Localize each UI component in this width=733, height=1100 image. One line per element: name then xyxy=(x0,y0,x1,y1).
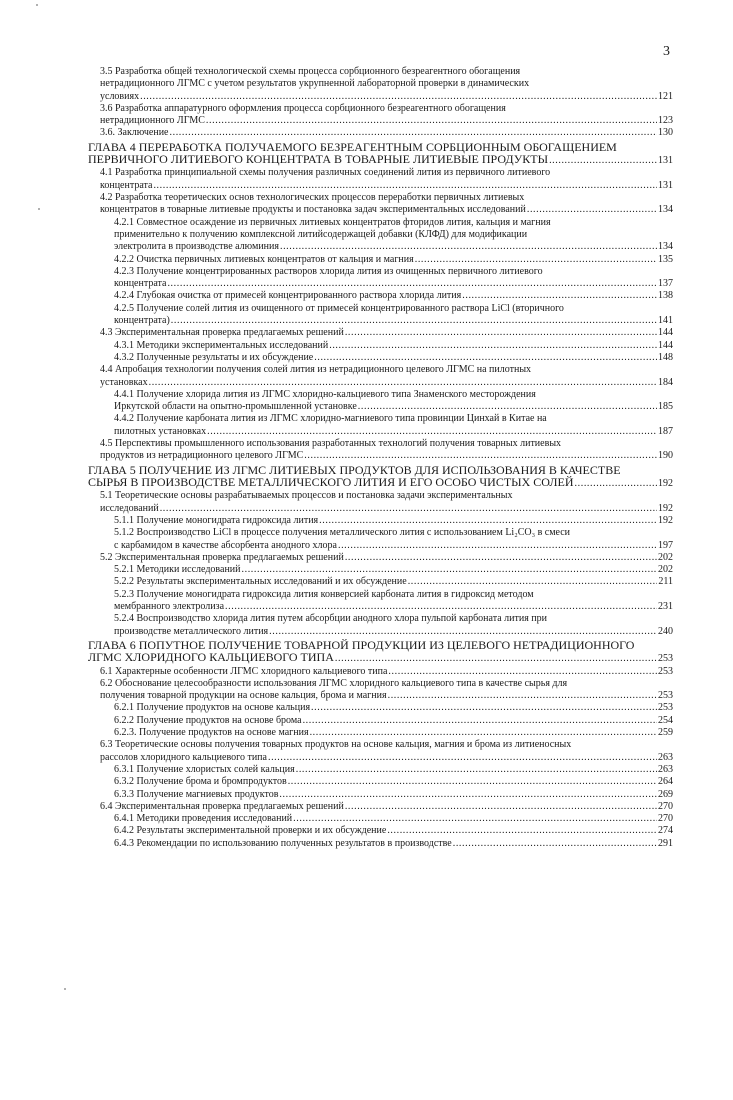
toc-page-number: 274 xyxy=(658,825,673,837)
toc-entry-leader-row xyxy=(100,115,673,127)
toc-entry-title: электролита в производстве алюминия xyxy=(114,241,279,253)
toc-section-entry xyxy=(88,727,673,739)
toc-entry-title: ПЕРВИЧНОГО ЛИТИЕВОГО КОНЦЕНТРАТА В ТОВАРНЫЕ ЛИТИЕВЫЕ ПРОДУКТЫ xyxy=(88,152,549,167)
dot-leader xyxy=(288,776,657,788)
dot-leader xyxy=(408,576,658,588)
toc-entry-title: 3.6. Заключение xyxy=(100,127,169,139)
toc-page-number: 270 xyxy=(658,800,673,812)
toc-entry-title: 5.2.2 Результаты экспериментальных исследований и их обсуждение xyxy=(114,576,407,588)
toc-page-number: 269 xyxy=(658,788,673,800)
dot-leader xyxy=(575,478,657,490)
toc-entry-title: 6.2.3. Получение продуктов на основе магния xyxy=(114,727,309,739)
scan-speck xyxy=(38,208,40,210)
toc-section-entry xyxy=(88,789,673,801)
toc-section-entry xyxy=(88,340,673,352)
toc-entry-title: 5.2.1 Методики исследований xyxy=(114,564,241,576)
toc-entry-text-line: 4.4.2 Получение карбоната лития из ЛГМС хлоридно-магниевого типа провинции Цинхай в Китае на xyxy=(114,413,547,425)
dot-leader xyxy=(462,290,657,302)
toc-entry-text-line: нетрадиционного ЛГМС с учетом результатов укрупненной лабораторной проверки в динамических xyxy=(100,78,530,90)
toc-entry-title: производстве металлического лития xyxy=(114,625,269,637)
toc-entry-leader-row xyxy=(114,702,673,714)
toc-page-number: 202 xyxy=(658,564,673,576)
toc-entry-title: 4.2.2 Очистка первичных литиевых концентратов от кальция и магния xyxy=(114,253,414,265)
toc-section-entry xyxy=(88,515,673,527)
toc-entry-title: 6.3.3 Получение магниевых продуктов xyxy=(114,788,279,800)
toc-entry-leader-row xyxy=(100,690,673,702)
toc-entry-leader-row xyxy=(114,315,673,327)
toc-entry-text-line: 4.2.5 Получение солей лития из очищенного от примесей концентрированного раствора LiCl (вторичного xyxy=(114,302,564,314)
toc-page-number: 134 xyxy=(658,204,673,216)
toc-page-number: 148 xyxy=(658,351,673,363)
toc-entry-text-line: ГЛАВА 6 ПОПУТНОЕ ПОЛУЧЕНИЕ ТОВАРНОЙ ПРОДУКЦИИ ИЗ ЦЕЛЕВОГО НЕТРАДИЦИОННОГО xyxy=(88,637,635,652)
toc-page-number: 184 xyxy=(658,376,673,388)
toc-entry-text-line: 4.4.1 Получение хлорида лития из ЛГМС хлоридно-кальциевого типа Знаменского месторождения xyxy=(114,388,536,400)
toc-entry-text-line: 4.2.3 Получение концентрированных растворов хлорида лития из очищенных первичного литиевого xyxy=(114,265,543,277)
dot-leader xyxy=(280,241,657,253)
toc-entry-leader-row xyxy=(114,515,673,527)
toc-entry-leader-row xyxy=(114,340,673,352)
toc-section-entry xyxy=(88,613,673,638)
toc-entry-title: 6.4.3 Рекомендации по использованию полученных результатов в производстве xyxy=(114,837,452,849)
toc-entry-title: 5.2 Экспериментальная проверка предлагаемых решений xyxy=(100,551,344,563)
toc-section-entry xyxy=(88,739,673,764)
toc-entry-text-line: 3.5 Разработка общей технологической схемы процесса сорбционного безреагентного обогащения xyxy=(100,66,521,77)
dot-leader xyxy=(345,552,657,564)
toc-entry-title: рассолов хлоридного кальциевого типа xyxy=(100,751,267,763)
toc-page-number: 253 xyxy=(658,702,673,714)
toc-entry-leader-row xyxy=(114,626,673,638)
toc-section-entry xyxy=(88,438,673,463)
toc-entry-leader-row xyxy=(100,503,673,515)
toc-page-number: 138 xyxy=(658,290,673,302)
toc-page-number: 270 xyxy=(658,813,673,825)
toc-entry-title: концентрата xyxy=(114,278,167,290)
toc-entry-leader-row xyxy=(114,254,673,266)
toc-entry-leader-row xyxy=(114,564,673,576)
dot-leader xyxy=(293,813,657,825)
toc-page-number: 187 xyxy=(658,425,673,437)
toc-page-number: 263 xyxy=(658,763,673,775)
toc-page-number: 211 xyxy=(658,576,673,588)
toc-entry-leader-row xyxy=(114,764,673,776)
toc-chapter-entry xyxy=(88,141,673,168)
toc-page-number: 130 xyxy=(658,127,673,139)
toc-entry-text-line: 3.6 Разработка аппаратурного оформления процесса сорбционного безреагентного обогащения xyxy=(100,102,506,114)
scan-speck xyxy=(64,988,66,990)
toc-section-entry xyxy=(88,127,673,139)
page-number: 3 xyxy=(663,44,670,59)
dot-leader xyxy=(140,91,657,103)
toc-section-entry xyxy=(88,303,673,328)
dot-leader xyxy=(527,204,657,216)
dot-leader xyxy=(453,838,657,850)
toc-section-entry xyxy=(88,564,673,576)
toc-entry-title: мембранного электролиза xyxy=(114,600,225,612)
toc-entry-title: 4.3.2 Полученные результаты и их обсуждение xyxy=(114,351,314,363)
toc-entry-leader-row xyxy=(114,789,673,801)
toc-entry-title: установках xyxy=(100,376,148,388)
dot-leader xyxy=(149,377,657,389)
toc-page-number: 192 xyxy=(658,514,673,526)
toc-section-entry xyxy=(88,715,673,727)
toc-section-entry xyxy=(88,103,673,128)
toc-entry-text-line: 4.2 Разработка теоретических основ технологических процессов переработки первичных литиевых xyxy=(100,192,525,204)
toc-entry-title: 6.2.1 Получение продуктов на основе кальция xyxy=(114,702,311,714)
toc-section-entry xyxy=(88,66,673,103)
toc-section-entry xyxy=(88,290,673,302)
dot-leader xyxy=(167,278,657,290)
dot-leader xyxy=(160,503,657,515)
toc-entry-leader-row xyxy=(100,450,673,462)
toc-entry-text-line: 5.1 Теоретические основы разрабатываемых процессов и постановка задачи экспериментальных xyxy=(100,490,513,502)
toc-entry-title: ЛГМС ХЛОРИДНОГО КАЛЬЦИЕВОГО ТИПА xyxy=(88,650,334,665)
toc-entry-text-line: 4.4 Апробация технологии получения солей лития из нетрадиционного целевого ЛГМС на пилотных xyxy=(100,364,532,376)
toc-section-entry xyxy=(88,217,673,254)
toc-section-entry xyxy=(88,825,673,837)
toc-page-number: 192 xyxy=(658,502,673,514)
dot-leader xyxy=(269,626,657,638)
toc-entry-leader-row xyxy=(100,204,673,216)
toc-section-entry xyxy=(88,490,673,515)
toc-page-number: 121 xyxy=(658,90,673,102)
dot-leader xyxy=(279,789,657,801)
toc-entry-title: концентратов в товарные литиевые продукты и постановка задач экспериментальных исследований xyxy=(100,204,526,216)
dot-leader xyxy=(345,801,657,813)
toc-entry-leader-row xyxy=(114,540,673,552)
toc-page-number: 131 xyxy=(658,179,673,191)
toc-page-number: 253 xyxy=(658,665,673,677)
toc-page-number: 231 xyxy=(658,600,673,612)
dot-leader xyxy=(207,426,657,438)
toc-section-entry xyxy=(88,813,673,825)
toc-section-entry xyxy=(88,838,673,850)
dot-leader xyxy=(387,825,657,837)
toc-section-entry xyxy=(88,352,673,364)
dot-leader xyxy=(153,180,657,192)
toc-entry-leader-row xyxy=(114,727,673,739)
table-of-contents xyxy=(88,66,673,850)
toc-entry-text-line: ГЛАВА 5 ПОЛУЧЕНИЕ ИЗ ЛГМС ЛИТИЕВЫХ ПРОДУКТОВ ДЛЯ ИСПОЛЬЗОВАНИЯ В КАЧЕСТВЕ xyxy=(88,462,621,477)
toc-page-number: 259 xyxy=(658,727,673,739)
toc-entry-leader-row xyxy=(100,552,673,564)
toc-entry-title: получения товарной продукции на основе кальция, брома и магния xyxy=(100,690,387,702)
toc-entry-leader-row xyxy=(88,153,673,167)
dot-leader xyxy=(319,515,657,527)
toc-entry-leader-row xyxy=(114,278,673,290)
dot-leader xyxy=(388,666,657,678)
toc-section-entry xyxy=(88,702,673,714)
toc-page-number: 253 xyxy=(658,690,673,702)
toc-entry-leader-row xyxy=(114,426,673,438)
toc-entry-leader-row xyxy=(114,401,673,413)
toc-entry-title: 6.1 Характерные особенности ЛГМС хлоридного кальциевого типа xyxy=(100,665,388,677)
toc-entry-leader-row xyxy=(100,752,673,764)
toc-page-number: 134 xyxy=(658,241,673,253)
dot-leader xyxy=(268,752,657,764)
toc-entry-leader-row xyxy=(114,776,673,788)
toc-entry-title: 4.3.1 Методики экспериментальных исследований xyxy=(114,339,329,351)
toc-entry-leader-row xyxy=(114,715,673,727)
toc-entry-leader-row xyxy=(114,813,673,825)
toc-page-number: 253 xyxy=(658,653,673,665)
toc-page-number: 202 xyxy=(658,551,673,563)
dot-leader xyxy=(345,327,657,339)
dot-leader xyxy=(304,450,657,462)
toc-entry-title: исследований xyxy=(100,502,159,514)
toc-page-number: 263 xyxy=(658,751,673,763)
toc-page-number: 131 xyxy=(658,155,673,167)
dot-leader xyxy=(296,764,657,776)
dot-leader xyxy=(311,702,657,714)
toc-entry-leader-row xyxy=(88,476,673,490)
toc-section-entry xyxy=(88,327,673,339)
toc-entry-leader-row xyxy=(114,576,673,588)
toc-page-number: 190 xyxy=(658,450,673,462)
dot-leader xyxy=(335,653,657,665)
dot-leader xyxy=(303,715,657,727)
toc-entry-text-line: 6.2 Обоснование целесообразности использования ЛГМС хлоридного кальциевого типа в качестве сырья для xyxy=(100,677,568,689)
toc-page-number: 144 xyxy=(658,339,673,351)
toc-section-entry xyxy=(88,776,673,788)
toc-entry-leader-row xyxy=(100,377,673,389)
toc-entry-title: 6.3.1 Получение хлористых солей кальция xyxy=(114,763,295,775)
toc-entry-text-line: применительно к получению комплексной литийсодержащей добавки (КЛФД) для модификации xyxy=(114,228,528,240)
toc-section-entry xyxy=(88,589,673,614)
toc-section-entry xyxy=(88,364,673,389)
toc-section-entry xyxy=(88,389,673,414)
dot-leader xyxy=(338,540,657,552)
toc-entry-leader-row xyxy=(114,838,673,850)
toc-entry-title: 6.4 Экспериментальная проверка предлагаемых решений xyxy=(100,800,344,812)
toc-section-entry xyxy=(88,552,673,564)
scan-speck xyxy=(36,4,38,6)
toc-entry-title: СЫРЬЯ В ПРОИЗВОДСТВЕ МЕТАЛЛИЧЕСКОГО ЛИТИЯ И ЕГО ОСОБО ЧИСТЫХ СОЛЕЙ xyxy=(88,475,574,490)
toc-section-entry xyxy=(88,192,673,217)
toc-page-number: 144 xyxy=(658,327,673,339)
toc-entry-title: концентрата xyxy=(100,179,153,191)
toc-page-number: 197 xyxy=(658,539,673,551)
toc-entry-leader-row xyxy=(114,241,673,253)
toc-entry-leader-row xyxy=(100,180,673,192)
toc-section-entry xyxy=(88,254,673,266)
toc-chapter-entry xyxy=(88,464,673,491)
toc-entry-leader-row xyxy=(100,91,673,103)
toc-entry-leader-row xyxy=(100,127,673,139)
toc-entry-title: 6.4.1 Методики проведения исследований xyxy=(114,813,293,825)
dot-leader xyxy=(314,352,657,364)
toc-entry-leader-row xyxy=(100,327,673,339)
toc-section-entry xyxy=(88,678,673,703)
dot-leader xyxy=(170,127,658,139)
toc-page-number: 254 xyxy=(658,714,673,726)
toc-entry-title: 4.3 Экспериментальная проверка предлагаемых решений xyxy=(100,327,344,339)
toc-entry-title: Иркутской области на опытно-промышленной установке xyxy=(114,401,357,413)
toc-entry-title: 6.4.2 Результаты экспериментальной проверки и их обсуждение xyxy=(114,825,387,837)
toc-entry-text-line: 4.5 Перспективы промышленного использования разработанных технологий получения товарных литиевых xyxy=(100,438,562,450)
toc-page-number: 137 xyxy=(658,278,673,290)
toc-entry-text-line: 5.2.4 Воспроизводство хлорида лития путем абсорбции анодного хлора пульпой карбоната лития при xyxy=(114,613,548,625)
toc-entry-text-line: ГЛАВА 4 ПЕРЕРАБОТКА ПОЛУЧАЕМОГО БЕЗРЕАГЕНТНЫМ СОРБЦИОННЫМ ОБОГАЩЕНИЕМ xyxy=(88,139,617,154)
toc-entry-title: пилотных установках xyxy=(114,425,207,437)
toc-entry-leader-row xyxy=(100,801,673,813)
toc-entry-text-line: 5.2.3 Получение моногидрата гидроксида лития конверсией карбоната лития в гидроксид методом xyxy=(114,588,534,600)
toc-entry-leader-row xyxy=(100,666,673,678)
toc-entry-text-line: 4.2.1 Совместное осаждение из первичных литиевых концентратов фторидов лития, кальция и магния xyxy=(114,216,551,228)
toc-section-entry xyxy=(88,576,673,588)
toc-entry-title: 4.2.4 Глубокая очистка от примесей концентрированного раствора хлорида лития xyxy=(114,290,462,302)
toc-entry-leader-row xyxy=(114,825,673,837)
toc-entry-leader-row xyxy=(114,352,673,364)
toc-entry-text-line: 5.1.2 Воспроизводство LiCl в процессе получения металлического лития с использованием Li₂CO₃ в смеси xyxy=(114,527,571,539)
toc-page-number: 264 xyxy=(658,776,673,788)
toc-page-number: 240 xyxy=(658,625,673,637)
toc-entry-title: концентрата) xyxy=(114,315,170,327)
dot-leader xyxy=(388,690,657,702)
toc-entry-title: условиях xyxy=(100,90,140,102)
toc-entry-title: 6.2.2 Получение продуктов на основе брома xyxy=(114,714,302,726)
dot-leader xyxy=(206,115,657,127)
toc-entry-text-line: 6.3 Теоретические основы получения товарных продуктов на основе кальция, магния и брома из литиеносных xyxy=(100,739,572,751)
dot-leader xyxy=(358,401,657,413)
toc-section-entry xyxy=(88,266,673,291)
toc-entry-leader-row xyxy=(114,601,673,613)
toc-page-number: 135 xyxy=(658,253,673,265)
toc-entry-leader-row xyxy=(114,290,673,302)
toc-section-entry xyxy=(88,801,673,813)
toc-page-number: 141 xyxy=(658,315,673,327)
toc-entry-title: нетрадиционного ЛГМС xyxy=(100,115,205,127)
toc-page-number: 123 xyxy=(658,115,673,127)
dot-leader xyxy=(415,254,657,266)
toc-page-number: 192 xyxy=(658,478,673,490)
dot-leader xyxy=(549,155,657,167)
toc-section-entry xyxy=(88,527,673,552)
toc-page-number: 185 xyxy=(658,401,673,413)
dot-leader xyxy=(225,601,657,613)
toc-section-entry xyxy=(88,167,673,192)
dot-leader xyxy=(171,315,657,327)
toc-chapter-entry xyxy=(88,639,673,666)
toc-entry-leader-row xyxy=(88,651,673,665)
dot-leader xyxy=(242,564,658,576)
toc-section-entry xyxy=(88,413,673,438)
dot-leader xyxy=(310,727,657,739)
toc-section-entry xyxy=(88,666,673,678)
toc-entry-title: продуктов из нетрадиционного целевого ЛГМС xyxy=(100,450,304,462)
toc-page-number: 291 xyxy=(658,837,673,849)
toc-entry-title: 6.3.2 Получение брома и бромпродуктов xyxy=(114,776,287,788)
toc-entry-title: с карбамидом в качестве абсорбента анодного хлора xyxy=(114,539,337,551)
toc-section-entry xyxy=(88,764,673,776)
dot-leader xyxy=(329,340,657,352)
toc-entry-title: 5.1.1 Получение моногидрата гидроксида лития xyxy=(114,514,319,526)
toc-entry-text-line: 4.1 Разработка принципиальной схемы получения различных соединений лития из первичного литиевого xyxy=(100,167,551,179)
